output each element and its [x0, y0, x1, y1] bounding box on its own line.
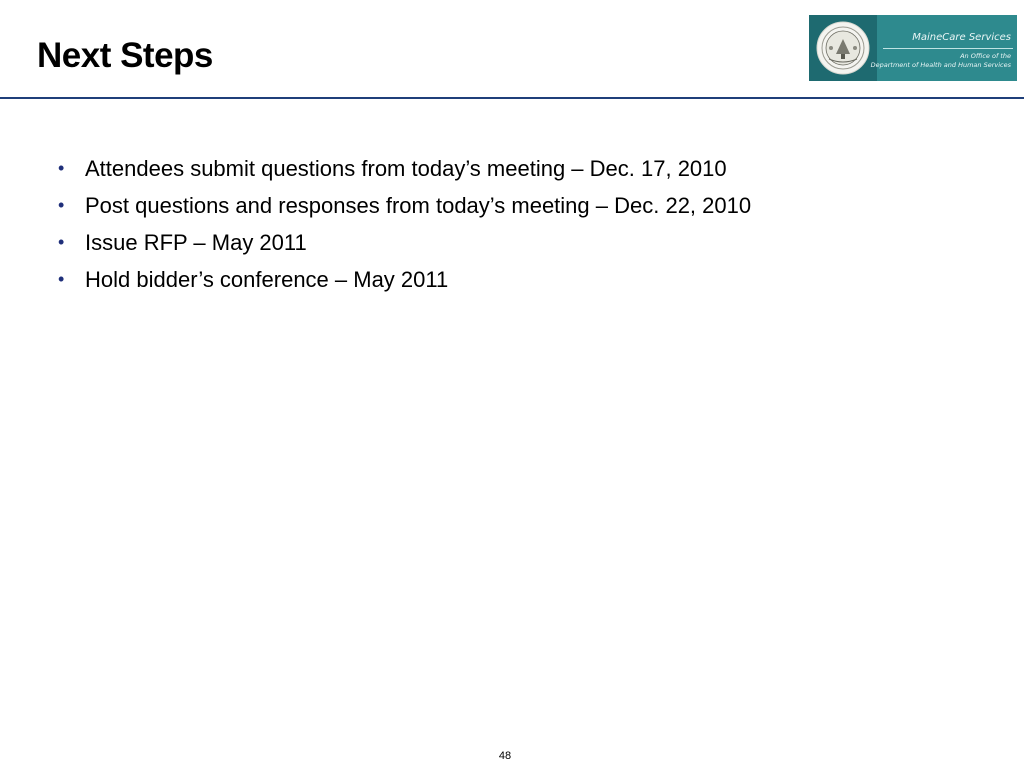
bullet-icon: •: [58, 269, 65, 289]
logo-brand: MaineCare Services: [912, 32, 1011, 43]
bullet-item: [58, 261, 751, 298]
title-rule: [0, 97, 1024, 99]
bullet-item: [58, 150, 751, 187]
bullet-text: Attendees submit questions from today’s meeting – Dec. 17, 2010: [85, 156, 727, 181]
bullet-item: [58, 224, 751, 261]
seal-box: [809, 15, 877, 81]
bullet-text: Hold bidder’s conference – May 2011: [85, 267, 449, 292]
bullet-icon: •: [58, 158, 65, 178]
bullet-text: Issue RFP – May 2011: [85, 230, 307, 255]
logo-subtitle-line1: An Office of the: [960, 52, 1011, 60]
bullet-icon: •: [58, 195, 65, 215]
logo-divider: [883, 48, 1013, 49]
bullet-list: [58, 150, 751, 298]
bullet-text: Post questions and responses from today’s meeting – Dec. 22, 2010: [85, 193, 752, 218]
logo-subtitle-line2: Department of Health and Human Services: [870, 61, 1011, 69]
slide-title: Next Steps: [37, 36, 213, 75]
mainecare-logo: [809, 15, 1017, 81]
bullet-item: [58, 187, 751, 224]
state-seal-icon: [816, 21, 870, 75]
bullet-icon: •: [58, 232, 65, 252]
page-number: 48: [498, 750, 512, 762]
